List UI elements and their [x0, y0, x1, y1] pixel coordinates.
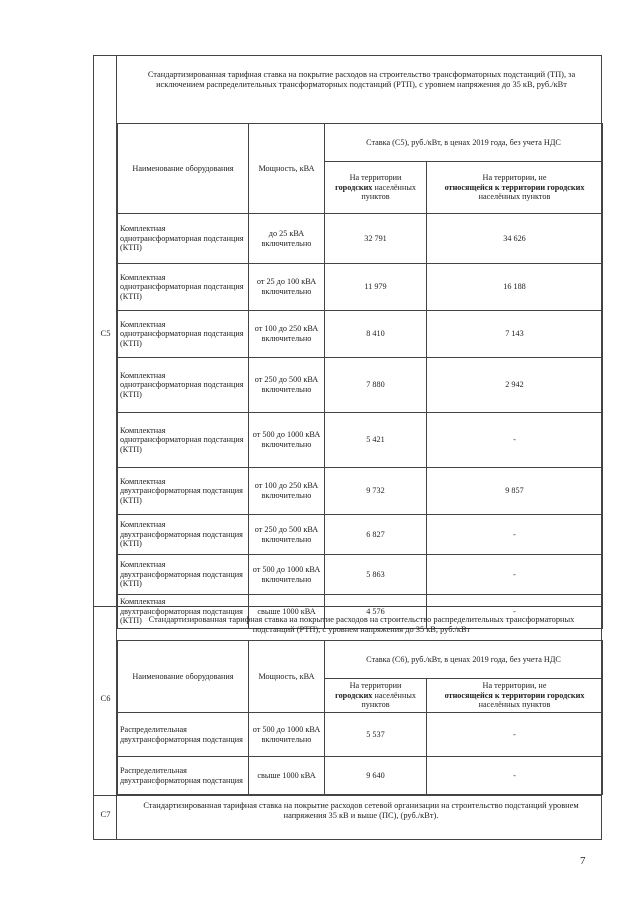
section-title-c6: Стандартизированная тарифная ставка на покрытие расходов на строительство распределительных трансформаторных подстанций (РТП), с уровнем напряжения до 35 кВ, руб./кВт	[148, 615, 575, 634]
table-row	[118, 311, 603, 358]
equipment-name-cell: Комплектная однотрансформаторная подстанция (КТП)	[118, 311, 249, 358]
header-urban: На территории городских населённых пунктов	[325, 162, 427, 214]
header-rate: Ставка (С5), руб./кВт, в ценах 2019 года, без учета НДС	[325, 124, 603, 162]
power-cell: от 500 до 1000 кВА включительно	[249, 713, 325, 757]
header-rural: На территории, не относящейся к территории городских населённых пунктов	[427, 162, 603, 214]
table-row	[118, 413, 603, 468]
table-row	[118, 555, 603, 595]
rural-rate-cell: -	[427, 555, 603, 595]
equipment-name-cell: Комплектная однотрансформаторная подстанция (КТП)	[118, 264, 249, 311]
urban-rate-cell: 5 421	[325, 413, 427, 468]
urban-rate-cell: 6 827	[325, 515, 427, 555]
header-name: Наименование оборудования	[118, 124, 249, 214]
table-row	[118, 757, 603, 795]
urban-rate-cell: 9 732	[325, 468, 427, 515]
urban-rate-cell: 5 537	[325, 713, 427, 757]
urban-rate-cell: 32 791	[325, 214, 427, 264]
power-cell: от 100 до 250 кВА включительно	[249, 311, 325, 358]
urban-rate-cell: 7 880	[325, 358, 427, 413]
equipment-name-cell: Комплектная двухтрансформаторная подстанция (КТП)	[118, 468, 249, 515]
equipment-name-cell: Комплектная двухтрансформаторная подстанция (КТП)	[118, 595, 249, 629]
power-cell: от 100 до 250 кВА включительно	[249, 468, 325, 515]
section-code-column	[94, 56, 117, 839]
power-cell: от 500 до 1000 кВА включительно	[249, 555, 325, 595]
rural-rate-cell: -	[427, 515, 603, 555]
document-frame	[93, 55, 602, 840]
urban-rate-cell: 4 576	[325, 595, 427, 629]
equipment-name-cell: Комплектная двухтрансформаторная подстанция (КТП)	[118, 515, 249, 555]
equipment-name-cell: Комплектная однотрансформаторная подстанция (КТП)	[118, 358, 249, 413]
section-title-c7: Стандартизированная тарифная ставка на покрытие расходов сетевой организации на строительство подстанций уровнем напряжения 35 кВ и выше (ПС), (руб./кВт).	[143, 801, 579, 820]
rural-rate-cell: 34 626	[427, 214, 603, 264]
power-cell: свыше 1000 кВА	[249, 595, 325, 629]
table-row	[118, 468, 603, 515]
header-rate: Ставка (С6), руб./кВт, в ценах 2019 года, без учета НДС	[325, 641, 603, 679]
rural-rate-cell: -	[427, 413, 603, 468]
header-name: Наименование оборудования	[118, 641, 249, 713]
section-code-c6: С6	[100, 693, 111, 703]
table-row	[118, 214, 603, 264]
header-rural: На территории, не относящейся к территории городских населённых пунктов	[427, 679, 603, 713]
rural-rate-cell: -	[427, 757, 603, 795]
table-row	[118, 358, 603, 413]
divider-c5-c6	[94, 606, 601, 607]
section-code-c5: С5	[100, 328, 111, 338]
power-cell: от 500 до 1000 кВА включительно	[249, 413, 325, 468]
equipment-name-cell: Комплектная однотрансформаторная подстанция (КТП)	[118, 214, 249, 264]
equipment-name-cell: Комплектная однотрансформаторная подстанция (КТП)	[118, 413, 249, 468]
equipment-name-cell: Комплектная двухтрансформаторная подстанция (КТП)	[118, 555, 249, 595]
section-code-c7: С7	[100, 809, 111, 819]
rural-rate-cell: 16 188	[427, 264, 603, 311]
power-cell: от 250 до 500 кВА включительно	[249, 515, 325, 555]
table-row	[118, 264, 603, 311]
table-row	[118, 515, 603, 555]
table-c6	[117, 640, 603, 795]
power-cell: свыше 1000 кВА	[249, 757, 325, 795]
urban-rate-cell: 5 863	[325, 555, 427, 595]
equipment-name-cell: Распределительная двухтрансформаторная подстанция	[118, 713, 249, 757]
divider-c6-c7	[94, 795, 601, 796]
table-row	[118, 713, 603, 757]
power-cell: от 250 до 500 кВА включительно	[249, 358, 325, 413]
header-power: Мощность, кВА	[249, 641, 325, 713]
urban-rate-cell: 9 640	[325, 757, 427, 795]
header-power: Мощность, кВА	[249, 124, 325, 214]
urban-rate-cell: 8 410	[325, 311, 427, 358]
page-number: 7	[580, 855, 586, 867]
rural-rate-cell: -	[427, 595, 603, 629]
power-cell: от 25 до 100 кВА включительно	[249, 264, 325, 311]
power-cell: до 25 кВА включительно	[249, 214, 325, 264]
rural-rate-cell: 2 942	[427, 358, 603, 413]
table-c5	[117, 123, 603, 629]
urban-rate-cell: 11 979	[325, 264, 427, 311]
header-urban: На территории городских населённых пунктов	[325, 679, 427, 713]
rural-rate-cell: -	[427, 713, 603, 757]
rural-rate-cell: 9 857	[427, 468, 603, 515]
rural-rate-cell: 7 143	[427, 311, 603, 358]
section-title-c5: Стандартизированная тарифная ставка на покрытие расходов на строительство трансформаторных подстанций (ТП), за исключением распределительных трансформаторных подстанций (РТП), с уровнем напряжения до 35 кВ, руб./кВт	[147, 70, 576, 89]
equipment-name-cell: Распределительная двухтрансформаторная подстанция	[118, 757, 249, 795]
